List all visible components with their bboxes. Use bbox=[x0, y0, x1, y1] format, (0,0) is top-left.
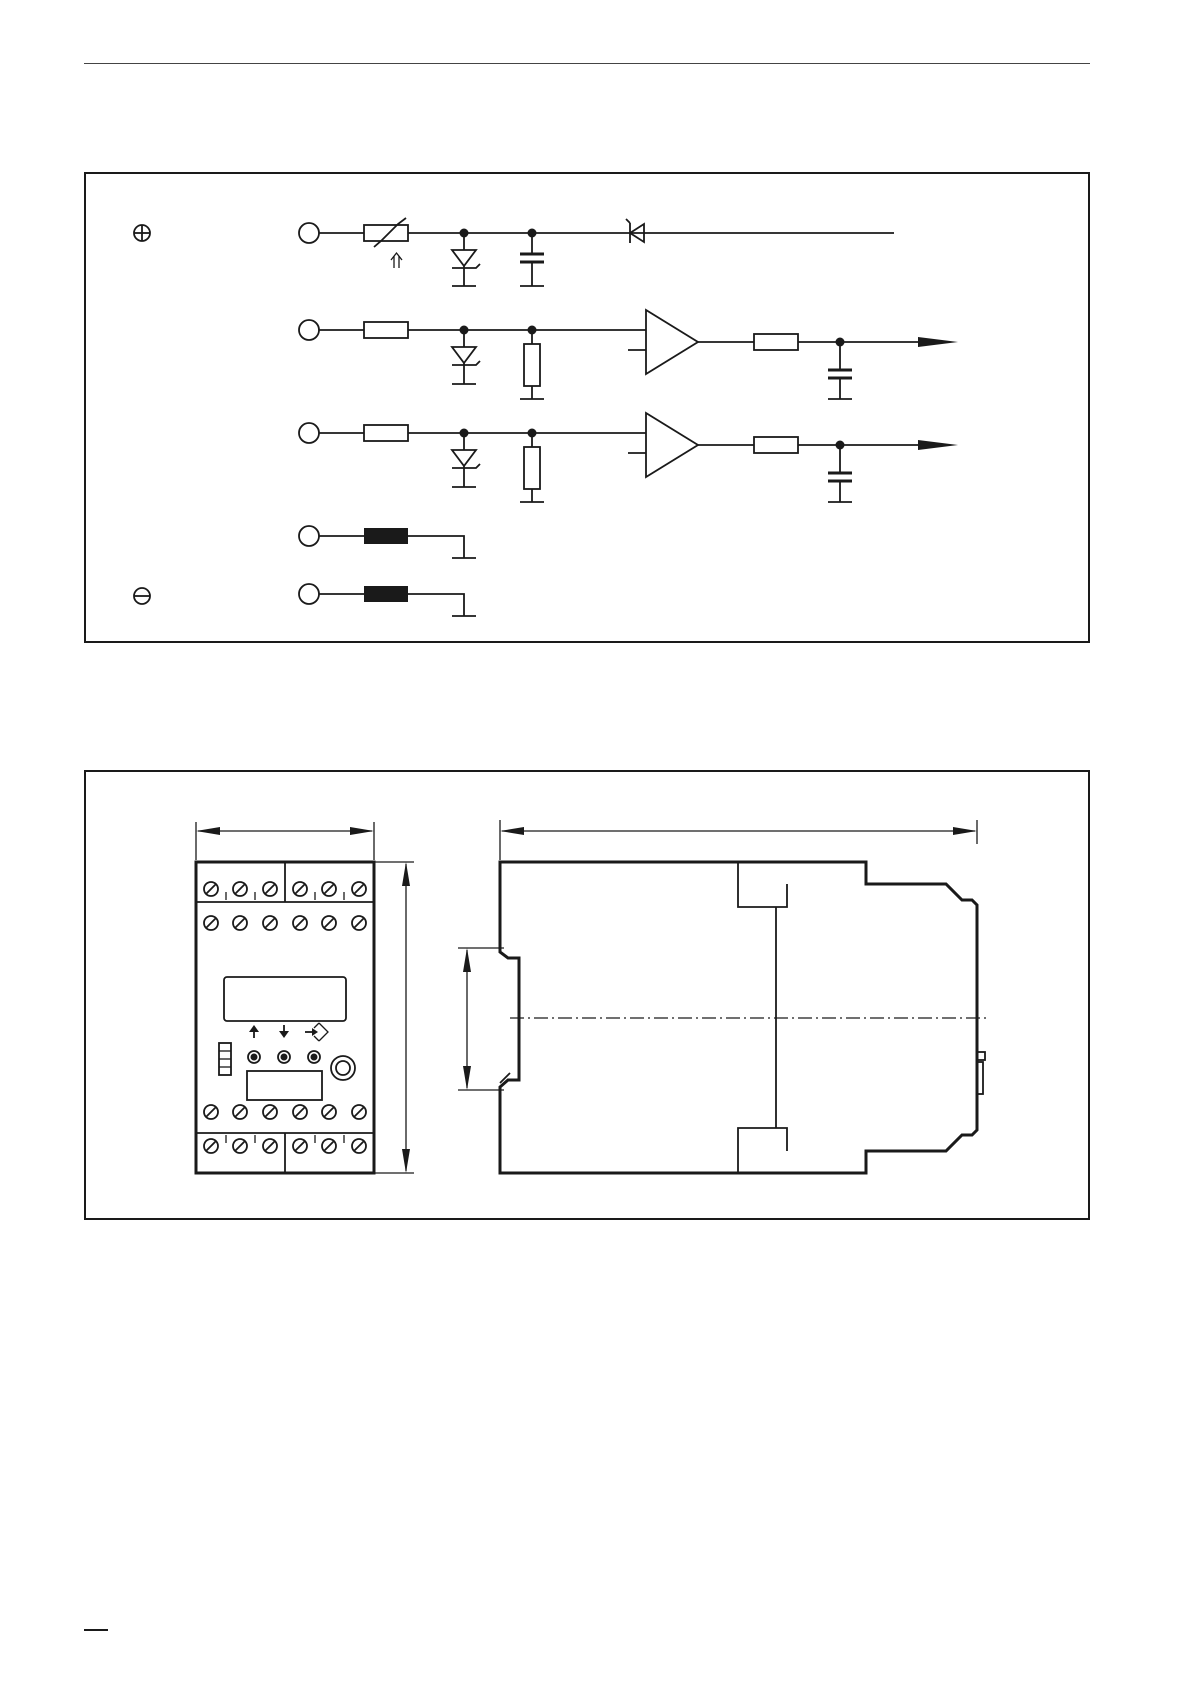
ferrite-choke bbox=[364, 528, 408, 544]
terminal-screw bbox=[322, 1105, 336, 1119]
up-button[interactable] bbox=[248, 1051, 260, 1063]
terminal-screw bbox=[293, 1105, 307, 1119]
terminal-screw bbox=[263, 882, 277, 896]
dimension-drawing-frame bbox=[84, 770, 1090, 1220]
front-view bbox=[196, 822, 414, 1173]
terminal-screw bbox=[322, 916, 336, 930]
zener-diode bbox=[452, 233, 480, 286]
supply-line bbox=[299, 218, 894, 286]
amplifier bbox=[628, 413, 754, 477]
resistor bbox=[754, 334, 798, 350]
output-arrow bbox=[918, 440, 958, 450]
enter-button[interactable] bbox=[308, 1051, 320, 1063]
terminal-screw bbox=[263, 1139, 277, 1153]
ground-line-1 bbox=[299, 526, 476, 558]
shunt-resistor bbox=[520, 330, 544, 399]
terminal-screw bbox=[204, 882, 218, 896]
terminal-input-1 bbox=[299, 320, 319, 340]
terminal-ground-1 bbox=[299, 526, 319, 546]
rotary-knob[interactable] bbox=[331, 1056, 355, 1080]
terminal-screws bbox=[204, 882, 366, 1153]
circled-plus-icon bbox=[134, 225, 150, 241]
terminal-minus bbox=[299, 584, 319, 604]
output-arrow bbox=[918, 337, 958, 347]
ferrite-choke bbox=[364, 586, 408, 602]
series-diode bbox=[626, 219, 644, 243]
label-field bbox=[247, 1071, 322, 1100]
capacitor bbox=[520, 233, 544, 286]
shunt-resistor bbox=[520, 433, 544, 502]
arrow-up-icon bbox=[249, 1025, 259, 1038]
terminal-screw bbox=[352, 882, 366, 896]
side-view bbox=[458, 820, 986, 1173]
terminal-screw bbox=[293, 1139, 307, 1153]
resistor bbox=[754, 437, 798, 453]
capacitor bbox=[828, 342, 852, 399]
double-up-arrow-icon bbox=[391, 253, 402, 268]
arrow-down-icon bbox=[279, 1025, 289, 1038]
footer-rule bbox=[84, 1629, 108, 1631]
header-rule bbox=[84, 63, 1090, 64]
terminal-screw bbox=[322, 882, 336, 896]
dimension-drawing bbox=[86, 772, 1090, 1220]
terminal-screw bbox=[233, 882, 247, 896]
display-window bbox=[224, 977, 346, 1021]
amplifier bbox=[628, 310, 754, 374]
led-bar bbox=[219, 1043, 231, 1075]
input-channel-1 bbox=[299, 310, 958, 399]
circuit-diagram bbox=[86, 174, 1090, 643]
resistor bbox=[364, 425, 408, 441]
ground-line-2 bbox=[299, 584, 476, 616]
terminal-screw bbox=[352, 916, 366, 930]
capacitor bbox=[828, 445, 852, 502]
resistor bbox=[364, 322, 408, 338]
varistor bbox=[364, 218, 408, 247]
terminal-screw bbox=[293, 882, 307, 896]
terminal-screw bbox=[204, 916, 218, 930]
zener-diode bbox=[452, 330, 480, 384]
circuit-diagram-frame bbox=[84, 172, 1090, 643]
terminal-screw bbox=[233, 1139, 247, 1153]
zener-diode bbox=[452, 433, 480, 487]
terminal-plus bbox=[299, 223, 319, 243]
terminal-screw bbox=[352, 1105, 366, 1119]
terminal-screw bbox=[233, 1105, 247, 1119]
terminal-screw bbox=[204, 1105, 218, 1119]
input-channel-2 bbox=[299, 413, 958, 502]
terminal-screw bbox=[204, 1139, 218, 1153]
down-button[interactable] bbox=[278, 1051, 290, 1063]
terminal-screw bbox=[293, 916, 307, 930]
terminal-screw bbox=[263, 1105, 277, 1119]
terminal-screw bbox=[352, 1139, 366, 1153]
terminal-screw bbox=[322, 1139, 336, 1153]
enter-arrow-icon bbox=[305, 1023, 328, 1041]
terminal-input-2 bbox=[299, 423, 319, 443]
circled-minus-icon bbox=[134, 588, 150, 604]
terminal-screw bbox=[263, 916, 277, 930]
terminal-screw bbox=[233, 916, 247, 930]
